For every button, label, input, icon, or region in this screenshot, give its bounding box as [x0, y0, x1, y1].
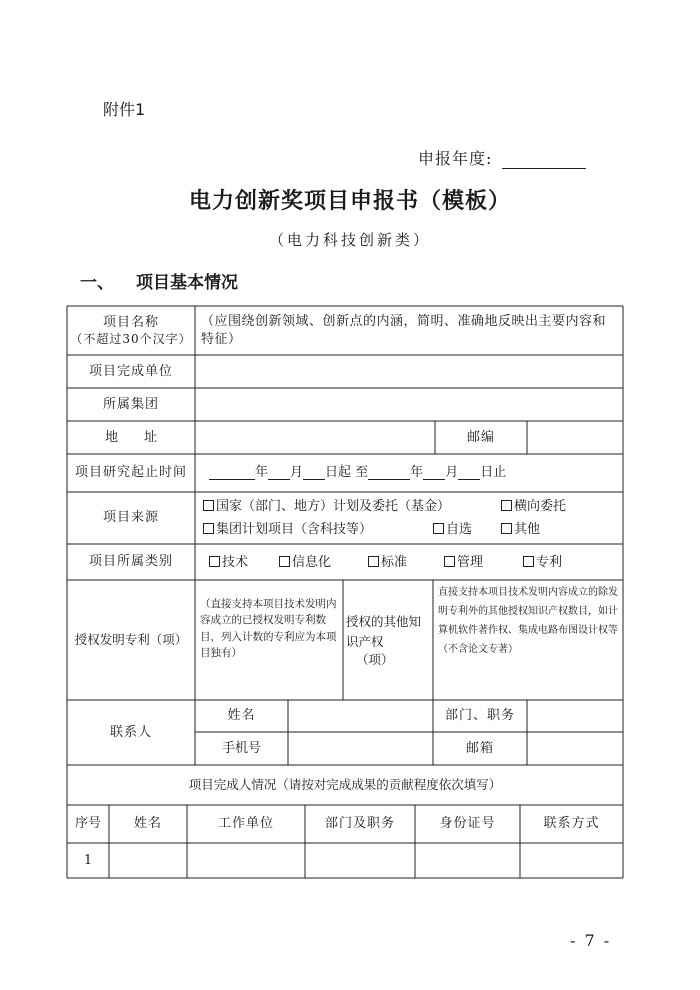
other-ip-label: 授权的其他知识产权 [346, 613, 422, 649]
end-month-unit: 月 [445, 465, 459, 481]
end-day-blank[interactable] [458, 467, 480, 480]
category-option-informatization[interactable]: 信息化 [279, 554, 331, 572]
other-ip-label-cell [343, 580, 433, 700]
research-period-field[interactable] [195, 454, 623, 492]
col-header-name: 姓名 [133, 816, 162, 832]
other-ip-hint: 直接支持本项目技术发明内容成立的除发明专利外的其他授权知识产权数目，如计算机软件著作权、集成电路布图设计权等（不含论文专著） [438, 587, 618, 655]
page-number: - 7 - [570, 931, 612, 950]
declaration-year-label: 申报年度: [418, 149, 493, 168]
page-subtitle: （电力科技创新类） [268, 231, 431, 249]
declaration-year [418, 146, 586, 169]
start-day-unit: 日起 至 [325, 465, 369, 481]
col-header-workplace: 工作单位 [217, 816, 274, 832]
category-option-management[interactable]: 管理 [444, 554, 483, 572]
col-header-dept-position: 部门及职务 [324, 816, 395, 832]
checkbox-icon[interactable] [209, 556, 220, 567]
col-header-index: 序号 [74, 816, 101, 832]
end-day-unit: 日止 [480, 465, 507, 481]
start-year-blank[interactable] [209, 467, 255, 480]
table-row-index: 1 [83, 852, 93, 868]
end-year-unit: 年 [410, 465, 424, 481]
section-heading [80, 268, 238, 293]
invention-patents-field[interactable] [197, 596, 342, 696]
category-option-standard[interactable]: 标准 [368, 554, 407, 572]
postcode-field[interactable] [527, 421, 623, 454]
attachment-label: 附件1 [103, 100, 146, 119]
other-ip-field[interactable] [436, 583, 622, 698]
declaration-year-blank[interactable] [502, 152, 586, 169]
table-cell-name[interactable] [109, 843, 187, 878]
table-cell-id-number[interactable] [415, 843, 520, 878]
address-label: 地 址 [104, 429, 157, 445]
project-name-hint: （应围绕创新领域、创新点的内涵，简明、准确地反映出主要内容和特征） [201, 313, 607, 347]
source-option-national[interactable]: 国家（部门、地方）计划及委托（基金） [203, 499, 450, 514]
completers-title: 项目完成人情况（请按对完成成果的贡献程度依次填写） [188, 776, 502, 792]
postcode-label: 邮编 [466, 429, 495, 445]
checkbox-icon[interactable] [203, 523, 214, 534]
start-year-unit: 年 [255, 465, 269, 481]
project-source-label: 项目来源 [102, 510, 159, 526]
group-label: 所属集团 [102, 396, 159, 412]
invention-patents-label: 授权发明专利（项） [74, 631, 188, 647]
checkbox-icon[interactable] [279, 556, 290, 567]
project-name-label: 项目名称 [102, 314, 159, 330]
address-field[interactable] [195, 421, 435, 454]
start-month-blank[interactable] [268, 467, 290, 480]
section-number: 一、 [80, 273, 114, 293]
category-option-tech[interactable]: 技术 [209, 554, 248, 572]
checkbox-icon[interactable] [501, 500, 512, 511]
source-option-group[interactable]: 集团计划项目（含科技等） [203, 522, 372, 537]
end-year-blank[interactable] [368, 467, 410, 480]
project-name-label-cell [67, 306, 195, 355]
group-field[interactable] [195, 388, 623, 421]
start-day-blank[interactable] [303, 467, 325, 480]
table-cell-workplace[interactable] [187, 843, 305, 878]
project-name-limit: （不超过30个汉字） [70, 332, 192, 347]
source-option-self[interactable]: 自选 [433, 522, 472, 537]
col-header-contact: 联系方式 [543, 816, 600, 832]
col-header-id-number: 身份证号 [439, 816, 496, 832]
completion-unit-label: 项目完成单位 [88, 363, 173, 379]
table-cell-dept-position[interactable] [305, 843, 415, 878]
project-category-label: 项目所属类别 [88, 554, 173, 570]
project-category-options [195, 544, 623, 580]
research-period-label: 项目研究起止时间 [74, 465, 187, 481]
invention-patents-hint: （直接支持本项目技术发明内容成立的已授权发明专利数目，列入计数的专利应为本项目独有） [200, 598, 337, 659]
checkbox-icon[interactable] [444, 556, 455, 567]
category-option-patent[interactable]: 专利 [523, 554, 562, 572]
contact-email-field[interactable] [527, 732, 623, 765]
contact-name-label: 姓名 [227, 708, 256, 724]
contact-phone-label: 手机号 [221, 740, 261, 756]
checkbox-icon[interactable] [501, 523, 512, 534]
completion-unit-field[interactable] [195, 355, 623, 388]
contact-email-label: 邮箱 [465, 740, 494, 756]
contact-label: 联系人 [109, 724, 152, 740]
source-option-other[interactable]: 其他 [501, 522, 540, 537]
checkbox-icon[interactable] [368, 556, 379, 567]
contact-dept-label: 部门、职务 [444, 708, 515, 724]
checkbox-icon[interactable] [523, 556, 534, 567]
project-name-field[interactable] [197, 306, 621, 355]
start-month-unit: 月 [290, 465, 304, 481]
checkbox-icon[interactable] [203, 500, 214, 511]
checkbox-icon[interactable] [433, 523, 444, 534]
other-ip-unit: （项） [356, 651, 394, 667]
project-source-options [195, 492, 623, 544]
table-cell-contact[interactable] [520, 843, 623, 878]
page-title: 电力创新奖项目申报书（模板） [188, 189, 511, 214]
contact-name-field[interactable] [288, 700, 433, 732]
contact-phone-field[interactable] [288, 732, 433, 765]
end-month-blank[interactable] [423, 467, 445, 480]
contact-dept-field[interactable] [527, 700, 623, 732]
source-option-horizontal[interactable]: 横向委托 [501, 499, 566, 514]
section-title: 项目基本情况 [136, 273, 238, 293]
